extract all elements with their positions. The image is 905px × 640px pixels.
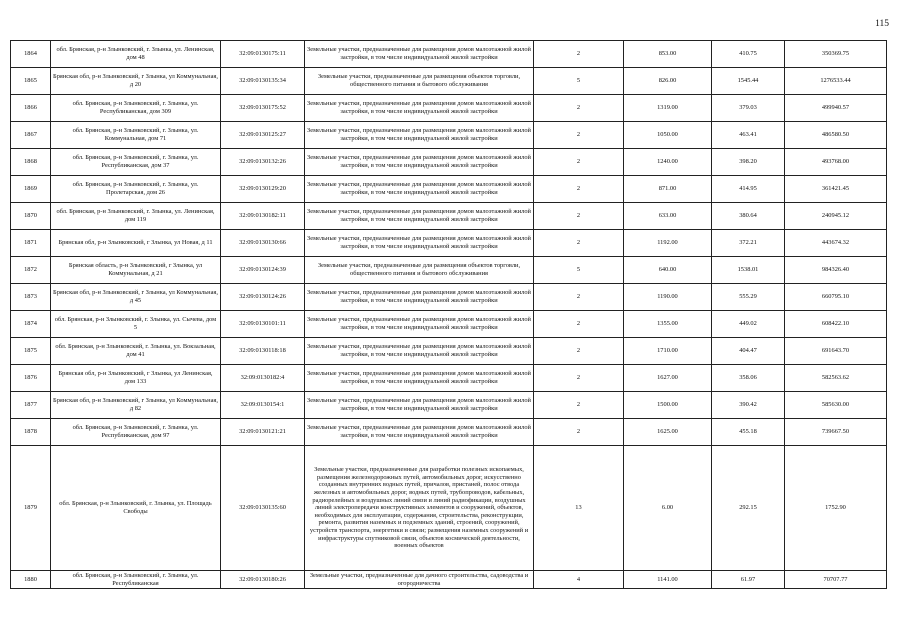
- cadastral-number-cell: 32:09:0130154:1: [221, 392, 305, 419]
- specific-value-cell: 555.29: [712, 284, 785, 311]
- area-cell: 633.00: [624, 203, 712, 230]
- specific-value-cell: 414.95: [712, 176, 785, 203]
- cadastral-value-cell: 486580.50: [785, 122, 887, 149]
- use-group-cell: 5: [534, 257, 624, 284]
- use-group-cell: 2: [534, 176, 624, 203]
- cadastral-number-cell: 32:09:0130135:60: [221, 446, 305, 571]
- cadastral-value-cell: 739667.50: [785, 419, 887, 446]
- land-use-cell: Земельные участки, предназначенные для дачного строительства, садоводства и огородничества: [305, 571, 534, 589]
- row-number-cell: 1870: [11, 203, 51, 230]
- cadastral-number-cell: 32:09:0130124:26: [221, 284, 305, 311]
- area-cell: 1240.00: [624, 149, 712, 176]
- specific-value-cell: 379.03: [712, 95, 785, 122]
- land-use-cell: Земельные участки, предназначенные для размещения домов малоэтажной жилой застройки, в том числе индивидуальной жилой застройки: [305, 149, 534, 176]
- specific-value-cell: 292.15: [712, 446, 785, 571]
- row-number-cell: 1867: [11, 122, 51, 149]
- area-cell: 871.00: [624, 176, 712, 203]
- cadastral-value-cell: 585630.00: [785, 392, 887, 419]
- table-row: [11, 392, 887, 419]
- address-cell: Брянская область, р-н Злынковский, г Злынка, ул Коммунальная, д 21: [51, 257, 221, 284]
- table-row: [11, 338, 887, 365]
- row-number-cell: 1864: [11, 41, 51, 68]
- table-row: [11, 257, 887, 284]
- table-row: [11, 68, 887, 95]
- cadastral-value-cell: 660795.10: [785, 284, 887, 311]
- land-use-cell: Земельные участки, предназначенные для размещения домов малоэтажной жилой застройки, в том числе индивидуальной жилой застройки: [305, 230, 534, 257]
- cadastral-value-cell: 608422.10: [785, 311, 887, 338]
- table-row: [11, 419, 887, 446]
- use-group-cell: 2: [534, 95, 624, 122]
- specific-value-cell: 449.02: [712, 311, 785, 338]
- table-row: [11, 311, 887, 338]
- row-number-cell: 1868: [11, 149, 51, 176]
- table-row: [11, 446, 887, 571]
- area-cell: 6.00: [624, 446, 712, 571]
- use-group-cell: 2: [534, 365, 624, 392]
- row-number-cell: 1877: [11, 392, 51, 419]
- table-row: [11, 365, 887, 392]
- cadastral-number-cell: 32:09:0130124:39: [221, 257, 305, 284]
- row-number-cell: 1865: [11, 68, 51, 95]
- use-group-cell: 2: [534, 392, 624, 419]
- specific-value-cell: 463.41: [712, 122, 785, 149]
- area-cell: 1190.00: [624, 284, 712, 311]
- cadastral-number-cell: 32:09:0130132:26: [221, 149, 305, 176]
- row-number-cell: 1875: [11, 338, 51, 365]
- row-number-cell: 1872: [11, 257, 51, 284]
- cadastral-value-cell: 1276533.44: [785, 68, 887, 95]
- cadastral-value-cell: 350369.75: [785, 41, 887, 68]
- use-group-cell: 5: [534, 68, 624, 95]
- row-number-cell: 1871: [11, 230, 51, 257]
- use-group-cell: 2: [534, 203, 624, 230]
- area-cell: 1192.00: [624, 230, 712, 257]
- address-cell: Брянская обл, р-н Злынковский, г Злынка, ул Коммунальная, д 20: [51, 68, 221, 95]
- cadastral-number-cell: 32:09:0130125:27: [221, 122, 305, 149]
- area-cell: 640.00: [624, 257, 712, 284]
- specific-value-cell: 455.18: [712, 419, 785, 446]
- use-group-cell: 2: [534, 149, 624, 176]
- land-use-cell: Земельные участки, предназначенные для размещения домов малоэтажной жилой застройки, в том числе индивидуальной жилой застройки: [305, 365, 534, 392]
- land-use-cell: Земельные участки, предназначенные для размещения домов малоэтажной жилой застройки, в том числе индивидуальной жилой застройки: [305, 311, 534, 338]
- table-body: [11, 41, 887, 589]
- table-row: [11, 122, 887, 149]
- area-cell: 1627.00: [624, 365, 712, 392]
- land-use-cell: Земельные участки, предназначенные для размещения домов малоэтажной жилой застройки, в том числе индивидуальной жилой застройки: [305, 419, 534, 446]
- specific-value-cell: 372.21: [712, 230, 785, 257]
- specific-value-cell: 1545.44: [712, 68, 785, 95]
- address-cell: обл. Брянская, р-н Злынковский, г. Злынка, ул. Площадь Свободы: [51, 446, 221, 571]
- address-cell: обл. Брянская, р-н Злынковский, г. Злынка, ул. Коммунальная, дом 71: [51, 122, 221, 149]
- address-cell: обл. Брянская, р-н Злынковский, г. Злынка, ул. Ленинская, дом 119: [51, 203, 221, 230]
- specific-value-cell: 410.75: [712, 41, 785, 68]
- address-cell: Брянская обл, р-н Злынковский, г Злынка, ул Коммунальная, д 45: [51, 284, 221, 311]
- cadastral-number-cell: 32:09:0130182:11: [221, 203, 305, 230]
- row-number-cell: 1876: [11, 365, 51, 392]
- address-cell: обл. Брянская, р-н Злынковский, г. Злынка, ул. Республиканская, дом 37: [51, 149, 221, 176]
- cadastral-number-cell: 32:09:0130118:18: [221, 338, 305, 365]
- use-group-cell: 2: [534, 41, 624, 68]
- specific-value-cell: 61.97: [712, 571, 785, 589]
- cadastral-value-cell: 691643.70: [785, 338, 887, 365]
- table-row: [11, 571, 887, 589]
- address-cell: обл. Брянская, р-н Злынковский, г. Злынка, ул. Вокзальная, дом 41: [51, 338, 221, 365]
- cadastral-number-cell: 32:09:0130182:4: [221, 365, 305, 392]
- area-cell: 1710.00: [624, 338, 712, 365]
- area-cell: 1319.00: [624, 95, 712, 122]
- table-row: [11, 176, 887, 203]
- area-cell: 1050.00: [624, 122, 712, 149]
- cadastral-value-cell: 582563.62: [785, 365, 887, 392]
- cadastral-number-cell: 32:09:0130129:20: [221, 176, 305, 203]
- area-cell: 826.00: [624, 68, 712, 95]
- row-number-cell: 1866: [11, 95, 51, 122]
- land-use-cell: Земельные участки, предназначенные для размещения домов малоэтажной жилой застройки, в том числе индивидуальной жилой застройки: [305, 392, 534, 419]
- table-row: [11, 95, 887, 122]
- row-number-cell: 1879: [11, 446, 51, 571]
- specific-value-cell: 1538.01: [712, 257, 785, 284]
- table-row: [11, 284, 887, 311]
- use-group-cell: 2: [534, 419, 624, 446]
- address-cell: обл. Брянская, р-н Злынковский, г. Злынка, ул. Ленинская, дом 48: [51, 41, 221, 68]
- land-use-cell: Земельные участки, предназначенные для размещения домов малоэтажной жилой застройки, в том числе индивидуальной жилой застройки: [305, 41, 534, 68]
- cadastral-number-cell: 32:09:0130180:26: [221, 571, 305, 589]
- use-group-cell: 13: [534, 446, 624, 571]
- specific-value-cell: 358.06: [712, 365, 785, 392]
- specific-value-cell: 398.20: [712, 149, 785, 176]
- table-row: [11, 203, 887, 230]
- address-cell: обл. Брянская, р-н Злынковский, г. Злынка, ул. Республиканская: [51, 571, 221, 589]
- area-cell: 1500.00: [624, 392, 712, 419]
- land-use-cell: Земельные участки, предназначенные для размещения домов малоэтажной жилой застройки, в том числе индивидуальной жилой застройки: [305, 122, 534, 149]
- cadastral-number-cell: 32:09:0130101:11: [221, 311, 305, 338]
- address-cell: Брянская обл, р-н Злынковский, г Злынка, ул Ленинская, дом 133: [51, 365, 221, 392]
- area-cell: 1355.00: [624, 311, 712, 338]
- area-cell: 1141.00: [624, 571, 712, 589]
- row-number-cell: 1873: [11, 284, 51, 311]
- use-group-cell: 4: [534, 571, 624, 589]
- use-group-cell: 2: [534, 122, 624, 149]
- address-cell: Брянская обл, р-н Злынковский, г Злынка, ул Коммунальная, д 82: [51, 392, 221, 419]
- land-use-cell: Земельные участки, предназначенные для размещения объектов торговли, общественного питания и бытового обслуживания: [305, 257, 534, 284]
- cadastral-value-cell: 361421.45: [785, 176, 887, 203]
- cadastral-value-cell: 1752.90: [785, 446, 887, 571]
- land-use-cell: Земельные участки, предназначенные для размещения домов малоэтажной жилой застройки, в том числе индивидуальной жилой застройки: [305, 284, 534, 311]
- table-row: [11, 230, 887, 257]
- use-group-cell: 2: [534, 230, 624, 257]
- address-cell: обл. Брянская, р-н Злынковский, г. Злынка, ул. Сычева, дом 5: [51, 311, 221, 338]
- land-use-cell: Земельные участки, предназначенные для размещения домов малоэтажной жилой застройки, в том числе индивидуальной жилой застройки: [305, 338, 534, 365]
- address-cell: обл. Брянская, р-н Злынковский, г. Злынка, ул. Пролетарская, дом 26: [51, 176, 221, 203]
- cadastral-number-cell: 32:09:0130135:34: [221, 68, 305, 95]
- address-cell: Брянская обл, р-н Злынковский, г Злынка, ул Новая, д 11: [51, 230, 221, 257]
- specific-value-cell: 380.64: [712, 203, 785, 230]
- use-group-cell: 2: [534, 311, 624, 338]
- cadastral-value-table: [10, 40, 887, 589]
- cadastral-number-cell: 32:09:0130175:11: [221, 41, 305, 68]
- table-row: [11, 41, 887, 68]
- specific-value-cell: 390.42: [712, 392, 785, 419]
- specific-value-cell: 404.47: [712, 338, 785, 365]
- row-number-cell: 1869: [11, 176, 51, 203]
- cadastral-number-cell: 32:09:0130175:52: [221, 95, 305, 122]
- cadastral-value-cell: 70707.77: [785, 571, 887, 589]
- use-group-cell: 2: [534, 338, 624, 365]
- land-use-cell: Земельные участки, предназначенные для размещения домов малоэтажной жилой застройки, в том числе индивидуальной жилой застройки: [305, 203, 534, 230]
- row-number-cell: 1880: [11, 571, 51, 589]
- cadastral-value-cell: 984326.40: [785, 257, 887, 284]
- land-use-cell: Земельные участки, предназначенные для разработки полезных ископаемых, размещения железнодорожных путей, автомобильных дорог, искусственно созданных внутренних водных путей, причалов, пристаней, полос отвода железных и автомобильных дорог, водных путей, трубопроводов, кабельных, радиорелейных и воздушных линий связи и линий радиофикации, воздушных линий электропередачи конструктивных элементов и сооружений, объектов, необходимых для эксплуатации, содержания, строительства, реконструкции, ремонта, развития наземных и подземных зданий, строений, сооружений, устройств транспорта, энергетики и связи; размещения наземных сооружений и инфраструктуры спутниковой связи, объектов космической деятельности, военных объектов: [305, 446, 534, 571]
- area-cell: 853.00: [624, 41, 712, 68]
- land-use-cell: Земельные участки, предназначенные для размещения домов малоэтажной жилой застройки, в том числе индивидуальной жилой застройки: [305, 95, 534, 122]
- row-number-cell: 1874: [11, 311, 51, 338]
- address-cell: обл. Брянская, р-н Злынковский, г. Злынка, ул. Республиканская, дом 97: [51, 419, 221, 446]
- cadastral-number-cell: 32:09:0130130:66: [221, 230, 305, 257]
- page-number: 115: [875, 19, 889, 29]
- address-cell: обл. Брянская, р-н Злынковский, г. Злынка, ул. Республиканская, дом 309: [51, 95, 221, 122]
- cadastral-value-cell: 493768.00: [785, 149, 887, 176]
- cadastral-value-cell: 443674.32: [785, 230, 887, 257]
- use-group-cell: 2: [534, 284, 624, 311]
- cadastral-value-cell: 240945.12: [785, 203, 887, 230]
- land-use-cell: Земельные участки, предназначенные для размещения домов малоэтажной жилой застройки, в том числе индивидуальной жилой застройки: [305, 176, 534, 203]
- table-row: [11, 149, 887, 176]
- cadastral-value-cell: 499940.57: [785, 95, 887, 122]
- land-use-cell: Земельные участки, предназначенные для размещения объектов торговли, общественного питания и бытового обслуживания: [305, 68, 534, 95]
- area-cell: 1625.00: [624, 419, 712, 446]
- cadastral-number-cell: 32:09:0130121:21: [221, 419, 305, 446]
- row-number-cell: 1878: [11, 419, 51, 446]
